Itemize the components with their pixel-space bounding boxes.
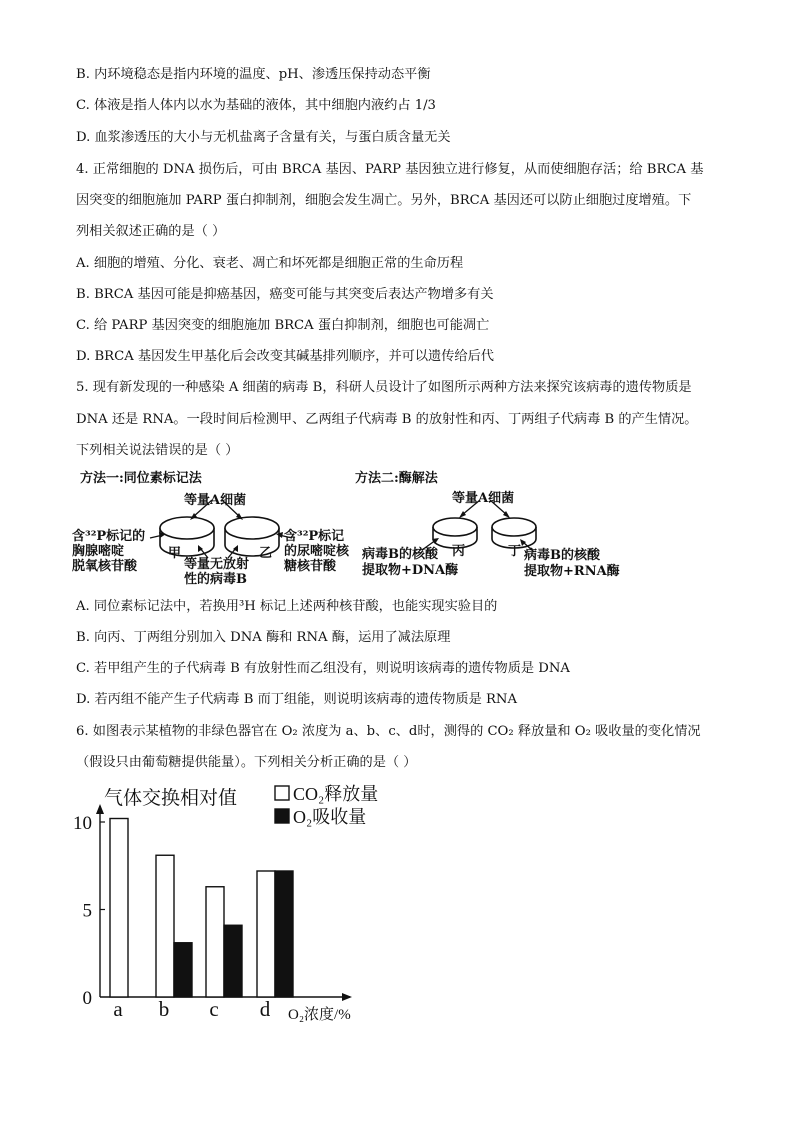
right-reagent-label-1: 含³²P标记 — [284, 529, 345, 544]
right-reagent-label-2: 的尿嘧啶核 — [284, 544, 350, 559]
option-4b: B. BRCA 基因可能是抑癌基因，癌变可能与其突变后表达产物增多有关 — [76, 287, 494, 302]
question-6-line-1: 6. 如图表示某植物的非绿色器官在 O₂ 浓度为 a、b、c、d时，测得的 CO₂ 释放量和 O₂ 吸收量的变化情况 — [76, 724, 701, 739]
option-5b: B. 向丙、丁两组分别加入 DNA 酶和 RNA 酶，运用了减法原理 — [76, 630, 451, 645]
question-5-line-2: DNA 还是 RNA。一段时间后检测甲、乙两组子代病毒 B 的放射性和丙、丁两组子代病毒 B 的产生情况。 — [76, 412, 698, 427]
method-2-right-label-2: 提取物+RNA酶 — [524, 564, 620, 579]
center-virus-label-2: 性的病毒B — [184, 572, 247, 587]
y-axis-arrow-icon — [96, 804, 104, 814]
option-4a: A. 细胞的增殖、分化、衰老、凋亡和坏死都是细胞正常的生命历程 — [76, 256, 464, 271]
co2-bar — [206, 887, 224, 997]
question-4-line-1: 4. 正常细胞的 DNA 损伤后，可由 BRCA 基因、PARP 基因独立进行修复，从而使细胞存活；给 BRCA 基 — [76, 162, 704, 177]
option-5a: A. 同位素标记法中，若换用³H 标记上述两种核苷酸，也能实现实验目的 — [76, 599, 498, 614]
method-2-title: 方法二:酶解法 — [355, 471, 438, 486]
method-2-left-label-2: 提取物+DNA酶 — [362, 563, 459, 578]
bacteria-label-1: 等量A细菌 — [184, 493, 247, 508]
y-tick-label: 0 — [82, 988, 92, 1009]
question-4-line-2: 因突变的细胞施加 PARP 蛋白抑制剂，细胞会发生凋亡。另外，BRCA 基因还可以防止细胞过度增殖。下 — [76, 193, 692, 208]
option-3b: B. 内环境稳态是指内环境的温度、pH、渗透压保持动态平衡 — [76, 67, 431, 82]
x-axis-arrow-icon — [342, 993, 352, 1001]
method-1-title: 方法一:同位素标记法 — [80, 471, 202, 486]
question-4-line-3: 列相关叙述正确的是（ ） — [76, 224, 226, 239]
x-axis-label: O₂浓度/% — [288, 1007, 351, 1023]
legend-label: CO₂释放量 — [293, 784, 379, 804]
o2-bar — [224, 925, 242, 997]
o2-bar — [275, 871, 293, 997]
option-5d: D. 若丙组不能产生子代病毒 B 而丁组能，则说明该病毒的遗传物质是 RNA — [76, 692, 517, 707]
dish-jia-label: 甲 — [168, 546, 182, 561]
question-6-line-2: （假设只由葡萄糖提供能量）。下列相关分析正确的是（ ） — [76, 755, 417, 770]
legend-swatch-co2 — [275, 786, 289, 800]
dish-yi-label: 乙 — [259, 546, 273, 561]
experiment-diagram — [0, 460, 794, 590]
bacteria-label-2: 等量A细菌 — [452, 491, 515, 506]
left-reagent-label-2: 胸腺嘧啶 — [72, 544, 125, 559]
legend-swatch-o2 — [275, 809, 289, 823]
question-5-line-3: 下列相关说法错误的是（ ） — [76, 443, 239, 458]
right-reagent-label-3: 糖核苷酸 — [284, 559, 337, 574]
option-5c: C. 若甲组产生的子代病毒 B 有放射性而乙组没有，则说明该病毒的遗传物质是 DNA — [76, 661, 570, 676]
x-category-label: b — [158, 997, 170, 1021]
method-2-left-label-1: 病毒B的核酸 — [362, 547, 438, 562]
option-4d: D. BRCA 基因发生甲基化后会改变其碱基排列顺序，并可以遗传给后代 — [76, 349, 494, 364]
co2-bar — [156, 855, 174, 997]
gas-exchange-chart — [70, 780, 400, 1030]
option-3d: D. 血浆渗透压的大小与无机盐离子含量有关，与蛋白质含量无关 — [76, 130, 451, 145]
y-axis-label: 气体交换相对值 — [104, 788, 238, 809]
x-category-label: d — [259, 997, 271, 1021]
x-category-label: c — [209, 997, 219, 1021]
option-3c: C. 体液是指人体内以水为基础的液体，其中细胞内液约占 1/3 — [76, 98, 436, 113]
co2-bar — [257, 871, 275, 997]
legend-label: O₂吸收量 — [293, 807, 367, 827]
center-virus-label-1: 等量无放射 — [184, 557, 250, 572]
option-4c: C. 给 PARP 基因突变的细胞施加 BRCA 蛋白抑制剂，细胞也可能凋亡 — [76, 318, 490, 333]
left-reagent-label-3: 脱氧核苷酸 — [72, 559, 138, 574]
o2-bar — [174, 943, 192, 997]
question-5-line-1: 5. 现有新发现的一种感染 A 细菌的病毒 B，科研人员设计了如图所示两种方法来探究该病毒的遗传物质是 — [76, 380, 692, 395]
method-2-right-label-1: 病毒B的核酸 — [524, 548, 600, 563]
y-tick-label: 5 — [82, 900, 92, 922]
dish-bing-label: 丙 — [452, 544, 466, 559]
y-tick-label: 10 — [73, 813, 92, 834]
x-category-label: a — [113, 997, 123, 1021]
co2-bar — [110, 819, 128, 998]
dish-ding-label: 丁 — [508, 544, 522, 559]
left-reagent-label-1: 含³²P标记的 — [72, 529, 146, 544]
